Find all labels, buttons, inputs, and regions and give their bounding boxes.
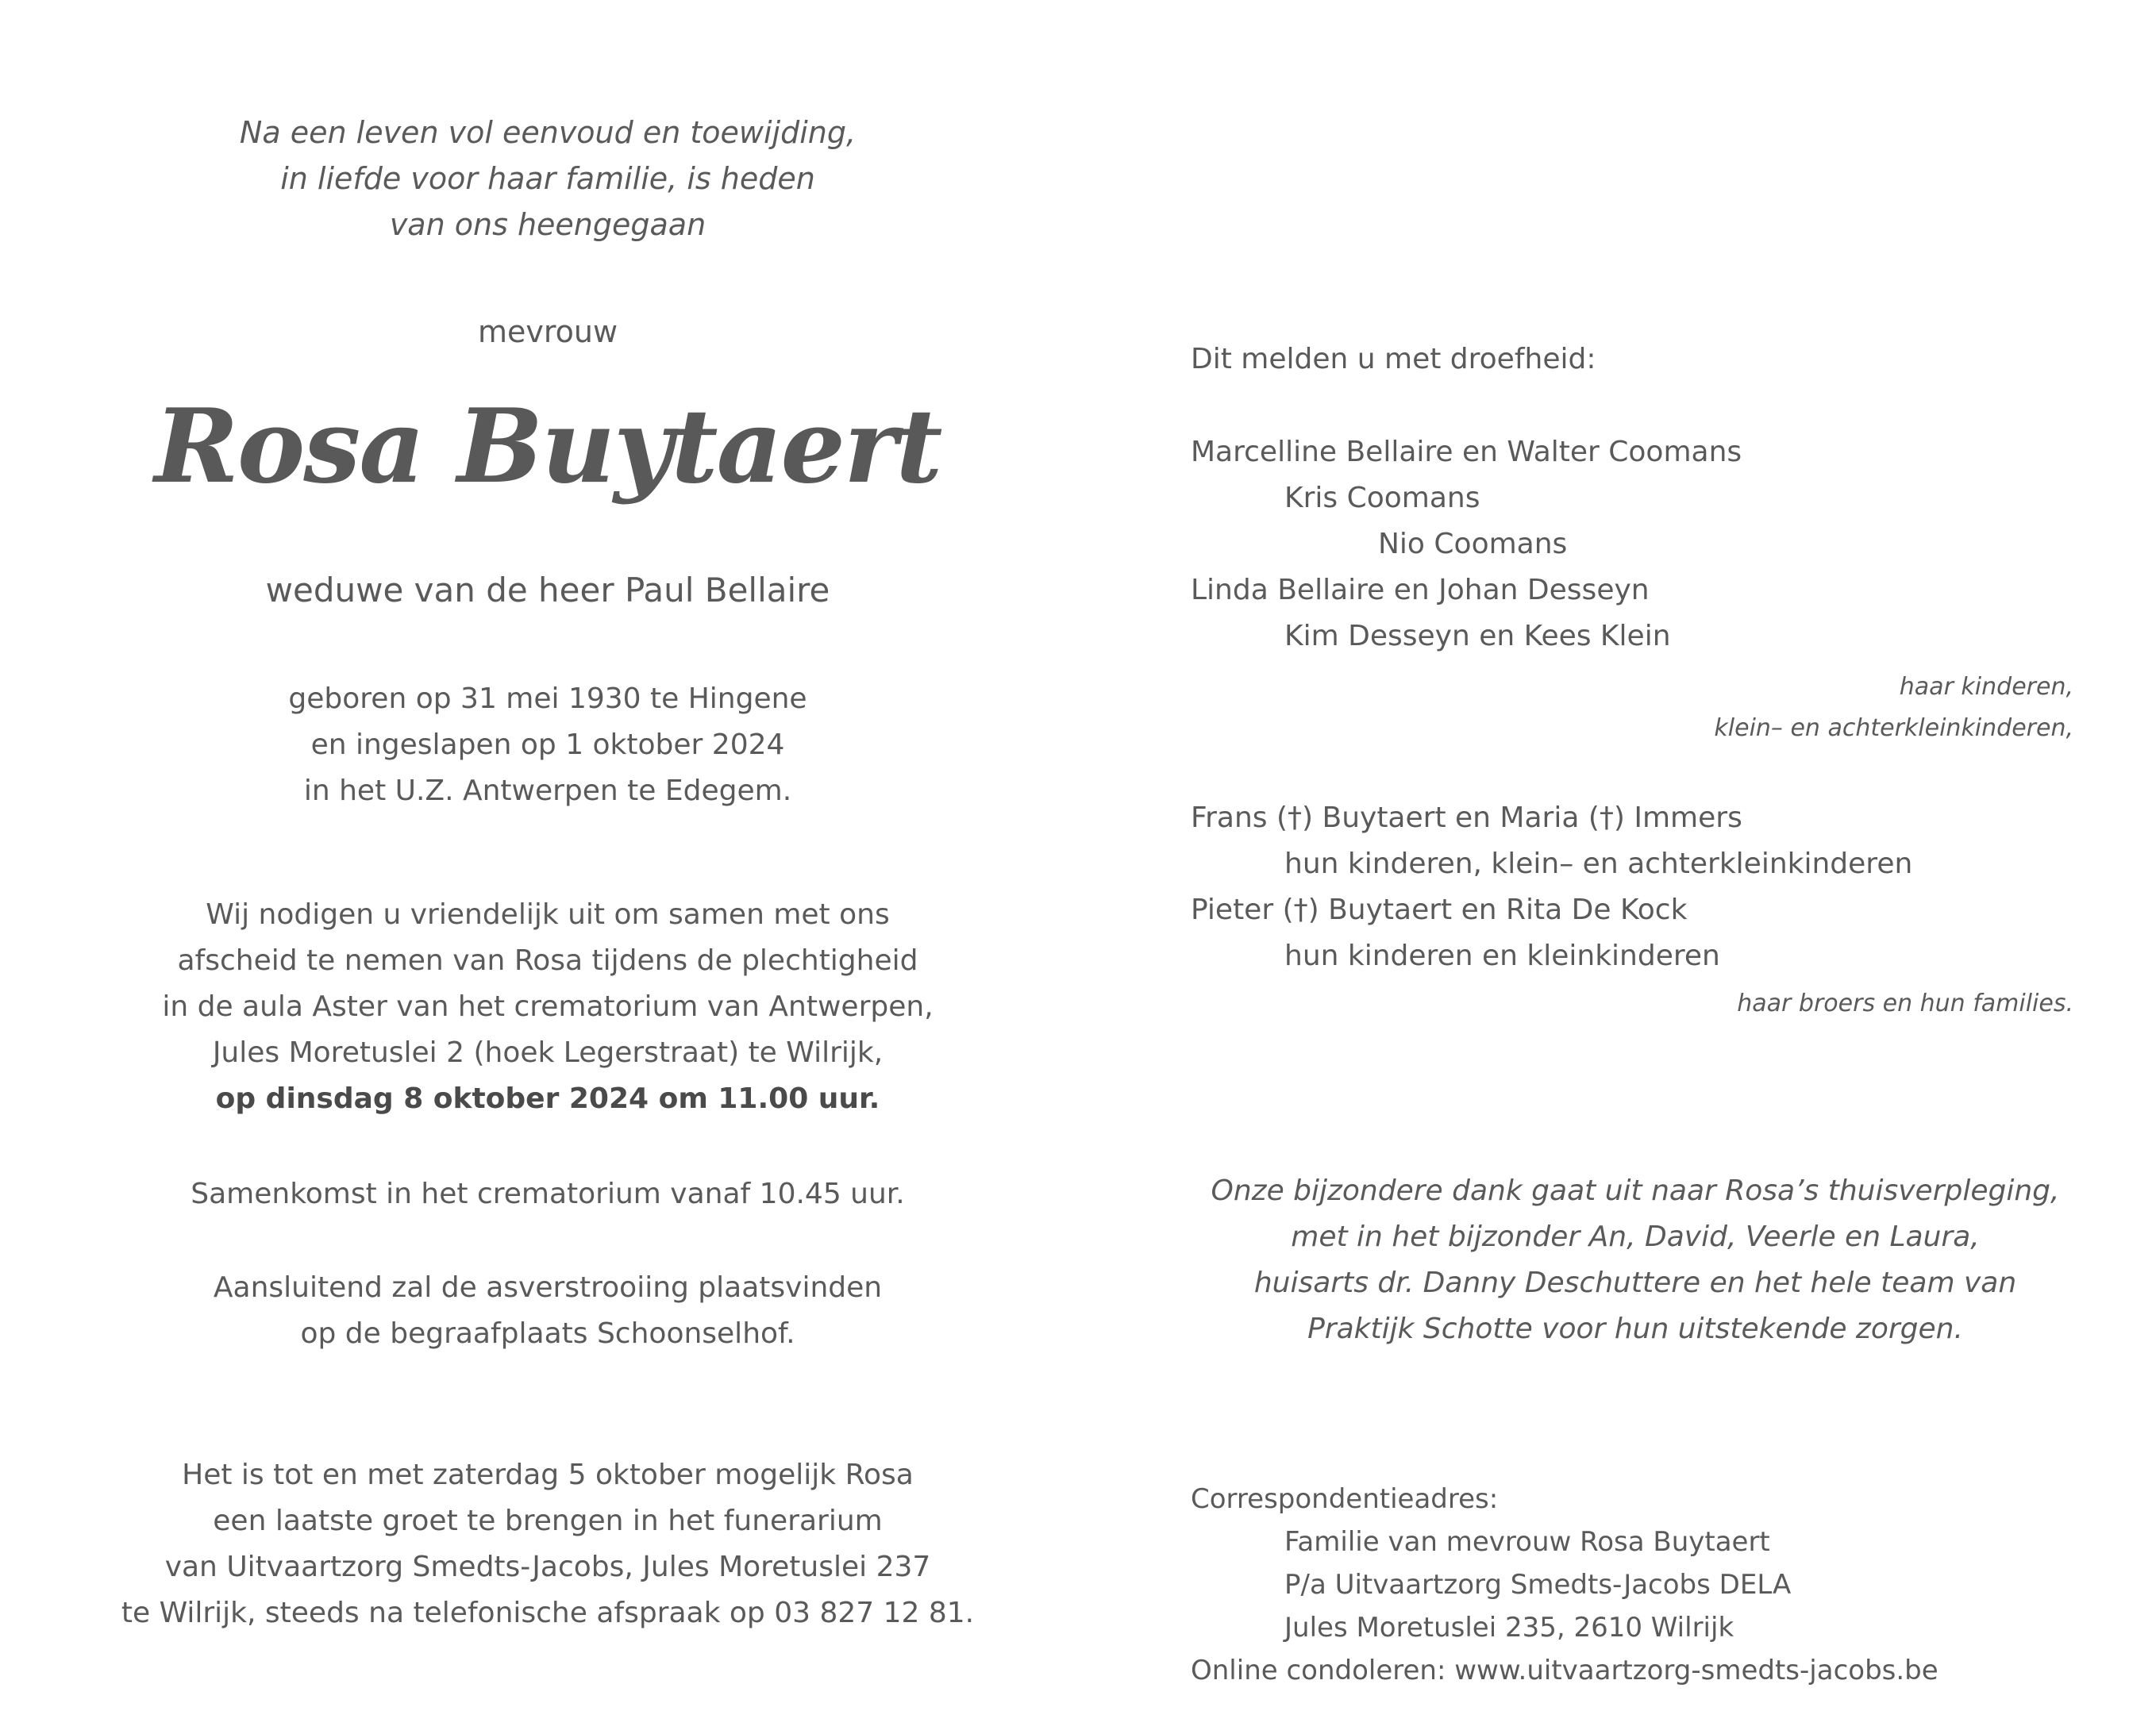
intro-line: van ons heengegaan — [389, 207, 706, 242]
visit-line: te Wilrijk, steeds na telefonische afspraak op 03 827 12 81. — [121, 1597, 975, 1629]
family-line: hun kinderen en kleinkinderen — [1284, 940, 1720, 972]
widow-text: weduwe van de heer Paul Bellaire — [265, 571, 830, 609]
family-list-children — [1191, 429, 2080, 659]
scattering-line: Aansluitend zal de asverstrooiing plaatsvinden — [213, 1271, 883, 1304]
scattering-text — [111, 1265, 984, 1357]
intro-line: in liefde voor haar familie, is heden — [280, 161, 815, 196]
thanks-line: Praktijk Schotte voor hun uitstekende zorgen. — [1307, 1313, 1963, 1345]
family-line: Kim Desseyn en Kees Klein — [1284, 620, 1671, 652]
deceased-name: Rosa Buytaert — [154, 387, 941, 506]
thanks-text — [1191, 1168, 2080, 1352]
invitation-line: Jules Moretuslei 2 (hoek Legerstraat) te Wilrijk, — [212, 1036, 884, 1069]
intro-line: Na een leven vol eenvoud en toewijding, — [239, 115, 857, 150]
visit-text — [111, 1452, 984, 1636]
visit-line: van Uitvaartzorg Smedts-Jacobs, Jules Moretuslei 237 — [164, 1551, 931, 1583]
intro-text — [111, 110, 984, 248]
birth-text — [111, 676, 984, 814]
visit-line: Het is tot en met zaterdag 5 oktober mogelijk Rosa — [182, 1459, 914, 1491]
scattering-line: op de begraafplaats Schoonselhof. — [300, 1317, 795, 1350]
announce-text: Dit melden u met droefheid: — [1191, 343, 1596, 375]
condolences-link[interactable]: Online condoleren: www.uitvaartzorg-smedts-jacobs.be — [1191, 1655, 1938, 1686]
family-list-brothers — [1191, 795, 2080, 979]
thanks-line: huisarts dr. Danny Deschuttere en het hele team van — [1253, 1267, 2017, 1299]
correspondence-line: Jules Moretuslei 235, 2610 Wilrijk — [1284, 1612, 1734, 1644]
correspondence-block — [1191, 1478, 2080, 1692]
title-text: mevrouw — [477, 314, 618, 349]
visit-line: een laatste groet te brengen in het funerarium — [213, 1505, 883, 1537]
family-caption-brothers: haar broers en hun families. — [1737, 990, 2073, 1017]
invitation-line: in de aula Aster van het crematorium van Antwerpen, — [162, 990, 934, 1023]
birth-line: en ingeslapen op 1 oktober 2024 — [310, 729, 785, 761]
caption-line: haar kinderen, — [1899, 673, 2073, 701]
family-caption-children — [1191, 667, 2073, 749]
family-line: Linda Bellaire en Johan Desseyn — [1191, 574, 1650, 606]
caption-line: klein– en achterkleinkinderen, — [1714, 714, 2073, 742]
correspondence-line: P/a Uitvaartzorg Smedts-Jacobs DELA — [1284, 1569, 1792, 1601]
family-line: Pieter (†) Buytaert en Rita De Kock — [1191, 894, 1688, 926]
thanks-line: Onze bijzondere dank gaat uit naar Rosa’s thuisverpleging, — [1211, 1175, 2060, 1207]
correspondence-label: Correspondentieadres: — [1191, 1483, 1499, 1515]
family-line: Frans (†) Buytaert en Maria (†) Immers — [1191, 802, 1742, 834]
correspondence-line: Familie van mevrouw Rosa Buytaert — [1284, 1526, 1770, 1558]
invitation-date: op dinsdag 8 oktober 2024 om 11.00 uur. — [215, 1082, 880, 1115]
thanks-line: met in het bijzonder An, David, Veerle en Laura, — [1291, 1221, 1980, 1253]
family-line: hun kinderen, klein– en achterkleinkinderen — [1284, 848, 1913, 880]
birth-line: geboren op 31 mei 1930 te Hingene — [288, 682, 807, 715]
birth-line: in het U.Z. Antwerpen te Edegem. — [303, 775, 792, 807]
family-line: Kris Coomans — [1284, 482, 1480, 514]
gathering-text: Samenkomst in het crematorium vanaf 10.45 uur. — [191, 1178, 905, 1210]
invitation-line: Wij nodigen u vriendelijk uit om samen met ons — [206, 898, 890, 931]
family-line: Marcelline Bellaire en Walter Coomans — [1191, 436, 1742, 468]
family-line: Nio Coomans — [1378, 528, 1568, 560]
invitation-line: afscheid te nemen van Rosa tijdens de plechtigheid — [177, 944, 918, 977]
invitation-text — [111, 892, 984, 1122]
